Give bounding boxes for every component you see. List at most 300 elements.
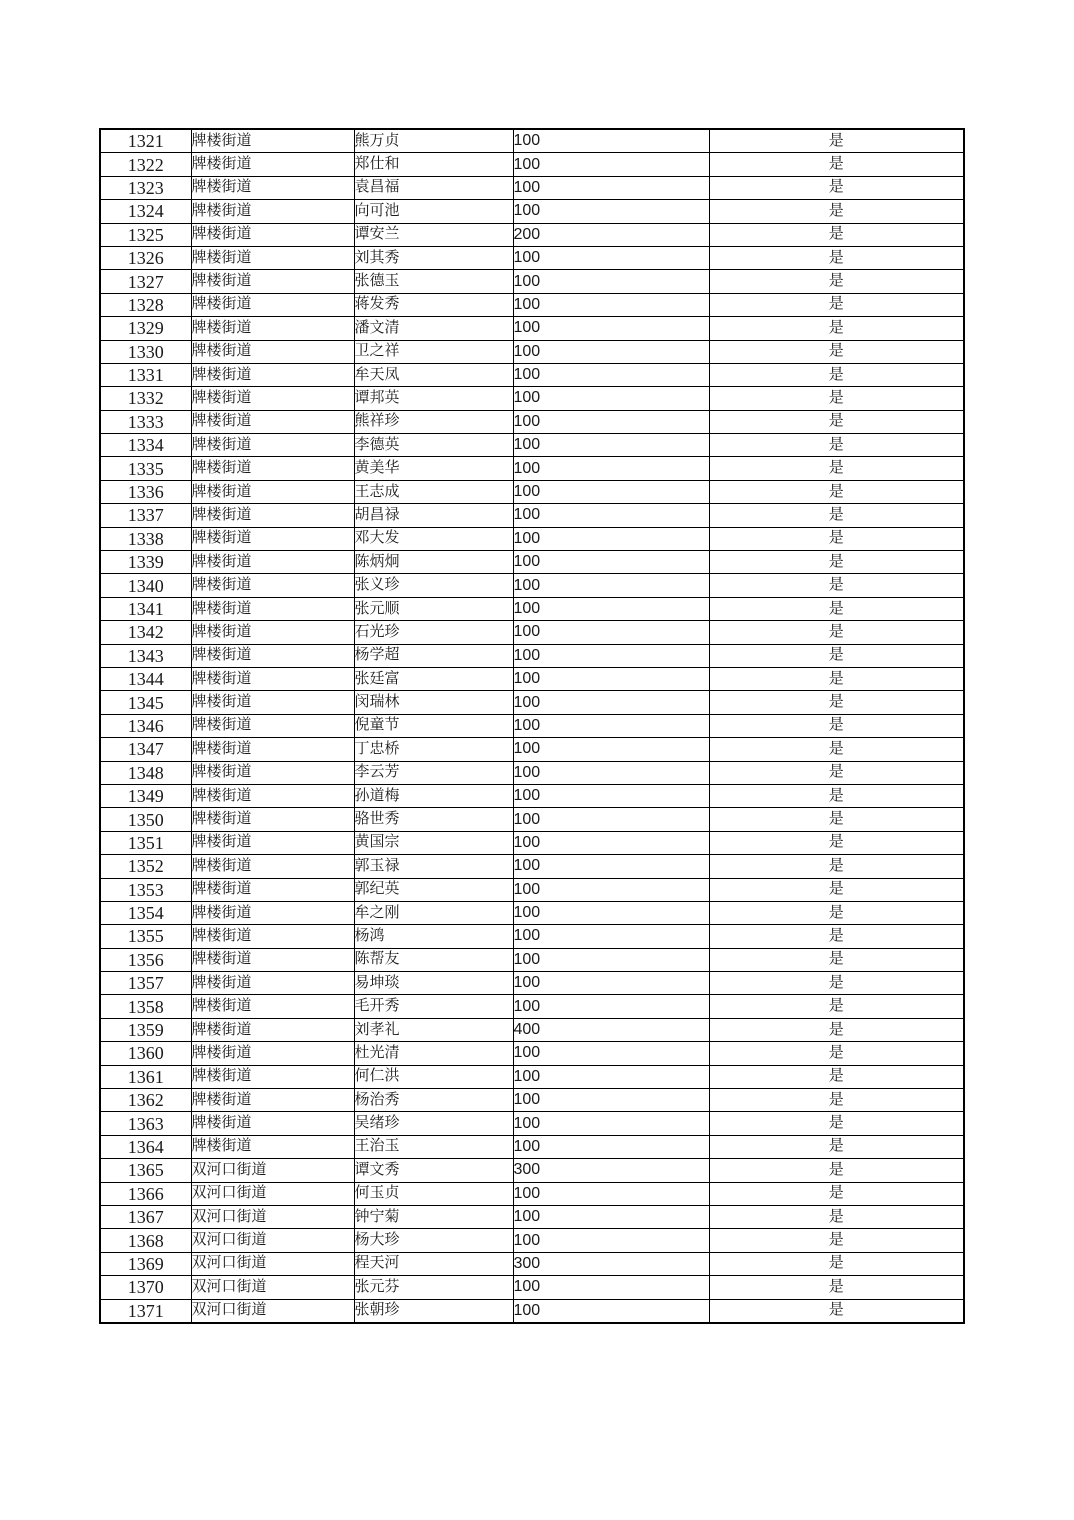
cell-person-name: 何仁洪 xyxy=(354,1065,513,1088)
cell-confirmed-flag: 是 xyxy=(709,808,964,831)
cell-amount: 100 xyxy=(513,714,709,737)
cell-amount: 100 xyxy=(513,176,709,199)
cell-street-name: 牌楼街道 xyxy=(191,200,354,223)
cell-confirmed-flag: 是 xyxy=(709,270,964,293)
cell-amount: 100 xyxy=(513,948,709,971)
cell-row-number: 1335 xyxy=(100,457,191,480)
table-row xyxy=(100,504,964,527)
cell-amount: 100 xyxy=(513,644,709,667)
cell-row-number: 1330 xyxy=(100,340,191,363)
table-row xyxy=(100,176,964,199)
cell-street-name: 牌楼街道 xyxy=(191,363,354,386)
cell-street-name: 双河口街道 xyxy=(191,1205,354,1228)
cell-street-name: 牌楼街道 xyxy=(191,387,354,410)
table-row xyxy=(100,1065,964,1088)
cell-amount: 100 xyxy=(513,808,709,831)
cell-row-number: 1342 xyxy=(100,621,191,644)
cell-person-name: 谭文秀 xyxy=(354,1159,513,1182)
cell-street-name: 牌楼街道 xyxy=(191,153,354,176)
cell-row-number: 1334 xyxy=(100,434,191,457)
cell-person-name: 陈炳炯 xyxy=(354,551,513,574)
cell-person-name: 邓大发 xyxy=(354,527,513,550)
cell-person-name: 倪童节 xyxy=(354,714,513,737)
cell-person-name: 牟之刚 xyxy=(354,901,513,924)
cell-confirmed-flag: 是 xyxy=(709,621,964,644)
cell-amount: 100 xyxy=(513,1229,709,1252)
cell-confirmed-flag: 是 xyxy=(709,223,964,246)
cell-confirmed-flag: 是 xyxy=(709,1065,964,1088)
cell-row-number: 1343 xyxy=(100,644,191,667)
cell-person-name: 熊万贞 xyxy=(354,129,513,153)
cell-person-name: 陈帮友 xyxy=(354,948,513,971)
cell-amount: 100 xyxy=(513,855,709,878)
cell-row-number: 1365 xyxy=(100,1159,191,1182)
cell-row-number: 1361 xyxy=(100,1065,191,1088)
cell-person-name: 谭安兰 xyxy=(354,223,513,246)
table-row xyxy=(100,246,964,269)
cell-confirmed-flag: 是 xyxy=(709,129,964,153)
cell-person-name: 吴绪珍 xyxy=(354,1112,513,1135)
table-row xyxy=(100,597,964,620)
cell-person-name: 谭邦英 xyxy=(354,387,513,410)
cell-amount: 100 xyxy=(513,597,709,620)
table-row xyxy=(100,1182,964,1205)
cell-confirmed-flag: 是 xyxy=(709,200,964,223)
cell-street-name: 牌楼街道 xyxy=(191,1042,354,1065)
cell-street-name: 牌楼街道 xyxy=(191,340,354,363)
cell-street-name: 牌楼街道 xyxy=(191,293,354,316)
cell-person-name: 张义珍 xyxy=(354,574,513,597)
cell-person-name: 潘文清 xyxy=(354,317,513,340)
cell-row-number: 1366 xyxy=(100,1182,191,1205)
cell-confirmed-flag: 是 xyxy=(709,1112,964,1135)
cell-confirmed-flag: 是 xyxy=(709,387,964,410)
table-row xyxy=(100,878,964,901)
table-row xyxy=(100,901,964,924)
cell-confirmed-flag: 是 xyxy=(709,504,964,527)
table-row xyxy=(100,738,964,761)
cell-row-number: 1350 xyxy=(100,808,191,831)
cell-street-name: 牌楼街道 xyxy=(191,784,354,807)
cell-row-number: 1348 xyxy=(100,761,191,784)
table-row xyxy=(100,948,964,971)
cell-person-name: 郭纪英 xyxy=(354,878,513,901)
cell-amount: 100 xyxy=(513,925,709,948)
cell-person-name: 张廷富 xyxy=(354,667,513,690)
cell-street-name: 牌楼街道 xyxy=(191,1089,354,1112)
cell-confirmed-flag: 是 xyxy=(709,878,964,901)
table-row xyxy=(100,317,964,340)
cell-person-name: 黄美华 xyxy=(354,457,513,480)
cell-row-number: 1341 xyxy=(100,597,191,620)
cell-row-number: 1329 xyxy=(100,317,191,340)
cell-confirmed-flag: 是 xyxy=(709,831,964,854)
cell-row-number: 1331 xyxy=(100,363,191,386)
cell-street-name: 牌楼街道 xyxy=(191,925,354,948)
cell-confirmed-flag: 是 xyxy=(709,176,964,199)
cell-amount: 100 xyxy=(513,527,709,550)
table-row xyxy=(100,551,964,574)
cell-street-name: 牌楼街道 xyxy=(191,878,354,901)
cell-person-name: 杨大珍 xyxy=(354,1229,513,1252)
cell-row-number: 1321 xyxy=(100,129,191,153)
cell-person-name: 孙道梅 xyxy=(354,784,513,807)
cell-amount: 100 xyxy=(513,995,709,1018)
cell-street-name: 牌楼街道 xyxy=(191,527,354,550)
cell-confirmed-flag: 是 xyxy=(709,597,964,620)
cell-row-number: 1333 xyxy=(100,410,191,433)
cell-amount: 100 xyxy=(513,1135,709,1158)
table-row xyxy=(100,480,964,503)
cell-amount: 100 xyxy=(513,551,709,574)
cell-street-name: 牌楼街道 xyxy=(191,457,354,480)
table-row xyxy=(100,831,964,854)
cell-amount: 100 xyxy=(513,831,709,854)
cell-row-number: 1351 xyxy=(100,831,191,854)
cell-amount: 100 xyxy=(513,1089,709,1112)
cell-street-name: 牌楼街道 xyxy=(191,246,354,269)
cell-row-number: 1325 xyxy=(100,223,191,246)
cell-amount: 300 xyxy=(513,1252,709,1275)
cell-street-name: 牌楼街道 xyxy=(191,972,354,995)
cell-amount: 400 xyxy=(513,1018,709,1041)
cell-row-number: 1323 xyxy=(100,176,191,199)
table-body xyxy=(100,129,964,1323)
beneficiary-table xyxy=(99,128,965,1324)
cell-person-name: 张元芬 xyxy=(354,1276,513,1299)
table-row xyxy=(100,527,964,550)
table-row xyxy=(100,691,964,714)
cell-street-name: 双河口街道 xyxy=(191,1299,354,1323)
cell-street-name: 双河口街道 xyxy=(191,1182,354,1205)
cell-confirmed-flag: 是 xyxy=(709,1089,964,1112)
cell-row-number: 1322 xyxy=(100,153,191,176)
cell-street-name: 牌楼街道 xyxy=(191,1065,354,1088)
cell-confirmed-flag: 是 xyxy=(709,551,964,574)
table-row xyxy=(100,1042,964,1065)
cell-amount: 100 xyxy=(513,246,709,269)
cell-confirmed-flag: 是 xyxy=(709,340,964,363)
cell-street-name: 牌楼街道 xyxy=(191,1112,354,1135)
cell-confirmed-flag: 是 xyxy=(709,1299,964,1323)
cell-street-name: 牌楼街道 xyxy=(191,270,354,293)
cell-confirmed-flag: 是 xyxy=(709,1229,964,1252)
cell-row-number: 1355 xyxy=(100,925,191,948)
cell-person-name: 胡昌禄 xyxy=(354,504,513,527)
cell-person-name: 杨治秀 xyxy=(354,1089,513,1112)
table-row xyxy=(100,1205,964,1228)
table-row xyxy=(100,1089,964,1112)
cell-confirmed-flag: 是 xyxy=(709,317,964,340)
cell-street-name: 牌楼街道 xyxy=(191,901,354,924)
cell-street-name: 牌楼街道 xyxy=(191,621,354,644)
cell-street-name: 牌楼街道 xyxy=(191,480,354,503)
table-row xyxy=(100,1159,964,1182)
cell-amount: 100 xyxy=(513,317,709,340)
cell-amount: 100 xyxy=(513,761,709,784)
cell-person-name: 袁昌福 xyxy=(354,176,513,199)
table-row xyxy=(100,434,964,457)
cell-confirmed-flag: 是 xyxy=(709,1205,964,1228)
cell-person-name: 丁忠桥 xyxy=(354,738,513,761)
cell-row-number: 1353 xyxy=(100,878,191,901)
cell-row-number: 1326 xyxy=(100,246,191,269)
table-row xyxy=(100,574,964,597)
cell-amount: 100 xyxy=(513,504,709,527)
cell-row-number: 1369 xyxy=(100,1252,191,1275)
table-row xyxy=(100,1229,964,1252)
cell-amount: 100 xyxy=(513,1182,709,1205)
cell-confirmed-flag: 是 xyxy=(709,784,964,807)
cell-row-number: 1360 xyxy=(100,1042,191,1065)
cell-street-name: 牌楼街道 xyxy=(191,808,354,831)
cell-row-number: 1347 xyxy=(100,738,191,761)
cell-street-name: 牌楼街道 xyxy=(191,761,354,784)
cell-confirmed-flag: 是 xyxy=(709,1042,964,1065)
cell-person-name: 王治玉 xyxy=(354,1135,513,1158)
cell-row-number: 1364 xyxy=(100,1135,191,1158)
cell-row-number: 1346 xyxy=(100,714,191,737)
cell-confirmed-flag: 是 xyxy=(709,527,964,550)
table-row xyxy=(100,1018,964,1041)
cell-street-name: 牌楼街道 xyxy=(191,434,354,457)
cell-person-name: 牟天凤 xyxy=(354,363,513,386)
cell-person-name: 卫之祥 xyxy=(354,340,513,363)
cell-person-name: 郭玉禄 xyxy=(354,855,513,878)
cell-row-number: 1367 xyxy=(100,1205,191,1228)
cell-street-name: 牌楼街道 xyxy=(191,831,354,854)
cell-street-name: 牌楼街道 xyxy=(191,644,354,667)
cell-amount: 100 xyxy=(513,387,709,410)
cell-confirmed-flag: 是 xyxy=(709,246,964,269)
cell-confirmed-flag: 是 xyxy=(709,480,964,503)
cell-amount: 100 xyxy=(513,340,709,363)
table-row xyxy=(100,223,964,246)
table-row xyxy=(100,667,964,690)
cell-amount: 100 xyxy=(513,878,709,901)
cell-person-name: 杨鸿 xyxy=(354,925,513,948)
cell-person-name: 向可池 xyxy=(354,200,513,223)
cell-amount: 100 xyxy=(513,1042,709,1065)
cell-amount: 100 xyxy=(513,784,709,807)
cell-confirmed-flag: 是 xyxy=(709,738,964,761)
cell-confirmed-flag: 是 xyxy=(709,1135,964,1158)
cell-amount: 100 xyxy=(513,738,709,761)
cell-person-name: 张德玉 xyxy=(354,270,513,293)
cell-street-name: 牌楼街道 xyxy=(191,1018,354,1041)
cell-confirmed-flag: 是 xyxy=(709,574,964,597)
cell-confirmed-flag: 是 xyxy=(709,761,964,784)
cell-person-name: 李德英 xyxy=(354,434,513,457)
table-row xyxy=(100,340,964,363)
cell-confirmed-flag: 是 xyxy=(709,1159,964,1182)
cell-person-name: 钟宁菊 xyxy=(354,1205,513,1228)
cell-street-name: 牌楼街道 xyxy=(191,738,354,761)
table-row xyxy=(100,808,964,831)
cell-person-name: 何玉贞 xyxy=(354,1182,513,1205)
cell-confirmed-flag: 是 xyxy=(709,1276,964,1299)
cell-person-name: 刘孝礼 xyxy=(354,1018,513,1041)
cell-row-number: 1354 xyxy=(100,901,191,924)
cell-street-name: 牌楼街道 xyxy=(191,176,354,199)
cell-row-number: 1371 xyxy=(100,1299,191,1323)
cell-confirmed-flag: 是 xyxy=(709,855,964,878)
cell-row-number: 1338 xyxy=(100,527,191,550)
cell-row-number: 1345 xyxy=(100,691,191,714)
cell-person-name: 张朝珍 xyxy=(354,1299,513,1323)
cell-row-number: 1362 xyxy=(100,1089,191,1112)
cell-person-name: 熊祥珍 xyxy=(354,410,513,433)
cell-street-name: 牌楼街道 xyxy=(191,317,354,340)
cell-street-name: 牌楼街道 xyxy=(191,667,354,690)
table-row xyxy=(100,200,964,223)
cell-row-number: 1356 xyxy=(100,948,191,971)
cell-street-name: 牌楼街道 xyxy=(191,948,354,971)
cell-amount: 100 xyxy=(513,621,709,644)
cell-amount: 100 xyxy=(513,1276,709,1299)
table-row xyxy=(100,621,964,644)
cell-street-name: 牌楼街道 xyxy=(191,1135,354,1158)
cell-street-name: 牌楼街道 xyxy=(191,574,354,597)
table-row xyxy=(100,1299,964,1323)
cell-amount: 100 xyxy=(513,410,709,433)
cell-row-number: 1344 xyxy=(100,667,191,690)
cell-amount: 100 xyxy=(513,153,709,176)
cell-confirmed-flag: 是 xyxy=(709,410,964,433)
cell-street-name: 牌楼街道 xyxy=(191,714,354,737)
cell-confirmed-flag: 是 xyxy=(709,644,964,667)
cell-person-name: 郑仕和 xyxy=(354,153,513,176)
cell-row-number: 1340 xyxy=(100,574,191,597)
cell-confirmed-flag: 是 xyxy=(709,925,964,948)
cell-amount: 100 xyxy=(513,667,709,690)
cell-amount: 100 xyxy=(513,1299,709,1323)
cell-amount: 100 xyxy=(513,129,709,153)
cell-confirmed-flag: 是 xyxy=(709,1182,964,1205)
table-row xyxy=(100,761,964,784)
table-row xyxy=(100,410,964,433)
cell-street-name: 牌楼街道 xyxy=(191,504,354,527)
cell-confirmed-flag: 是 xyxy=(709,1018,964,1041)
cell-amount: 100 xyxy=(513,901,709,924)
cell-person-name: 闵瑞林 xyxy=(354,691,513,714)
cell-row-number: 1352 xyxy=(100,855,191,878)
cell-row-number: 1327 xyxy=(100,270,191,293)
cell-amount: 100 xyxy=(513,574,709,597)
cell-row-number: 1332 xyxy=(100,387,191,410)
table-row xyxy=(100,784,964,807)
cell-street-name: 双河口街道 xyxy=(191,1252,354,1275)
cell-street-name: 牌楼街道 xyxy=(191,129,354,153)
cell-row-number: 1368 xyxy=(100,1229,191,1252)
table-row xyxy=(100,457,964,480)
cell-person-name: 刘其秀 xyxy=(354,246,513,269)
cell-confirmed-flag: 是 xyxy=(709,667,964,690)
cell-confirmed-flag: 是 xyxy=(709,153,964,176)
table-row xyxy=(100,855,964,878)
cell-person-name: 杨学超 xyxy=(354,644,513,667)
cell-street-name: 牌楼街道 xyxy=(191,597,354,620)
cell-person-name: 石光珍 xyxy=(354,621,513,644)
cell-amount: 100 xyxy=(513,434,709,457)
cell-amount: 100 xyxy=(513,200,709,223)
cell-street-name: 牌楼街道 xyxy=(191,551,354,574)
table-row xyxy=(100,925,964,948)
cell-row-number: 1358 xyxy=(100,995,191,1018)
cell-amount: 100 xyxy=(513,363,709,386)
cell-street-name: 牌楼街道 xyxy=(191,855,354,878)
cell-amount: 100 xyxy=(513,480,709,503)
table-row xyxy=(100,270,964,293)
cell-person-name: 李云芳 xyxy=(354,761,513,784)
cell-person-name: 杜光清 xyxy=(354,1042,513,1065)
table-row xyxy=(100,1276,964,1299)
cell-confirmed-flag: 是 xyxy=(709,293,964,316)
cell-confirmed-flag: 是 xyxy=(709,948,964,971)
cell-amount: 100 xyxy=(513,1065,709,1088)
cell-confirmed-flag: 是 xyxy=(709,691,964,714)
cell-amount: 100 xyxy=(513,1205,709,1228)
cell-amount: 100 xyxy=(513,293,709,316)
cell-person-name: 骆世秀 xyxy=(354,808,513,831)
cell-confirmed-flag: 是 xyxy=(709,363,964,386)
cell-row-number: 1336 xyxy=(100,480,191,503)
cell-street-name: 双河口街道 xyxy=(191,1159,354,1182)
cell-street-name: 双河口街道 xyxy=(191,1229,354,1252)
table-row xyxy=(100,129,964,153)
cell-row-number: 1339 xyxy=(100,551,191,574)
cell-person-name: 黄国宗 xyxy=(354,831,513,854)
table-row xyxy=(100,714,964,737)
cell-street-name: 牌楼街道 xyxy=(191,223,354,246)
cell-person-name: 易坤琰 xyxy=(354,972,513,995)
table-row xyxy=(100,293,964,316)
cell-street-name: 牌楼街道 xyxy=(191,995,354,1018)
cell-confirmed-flag: 是 xyxy=(709,995,964,1018)
cell-confirmed-flag: 是 xyxy=(709,457,964,480)
cell-confirmed-flag: 是 xyxy=(709,434,964,457)
cell-street-name: 牌楼街道 xyxy=(191,691,354,714)
cell-row-number: 1337 xyxy=(100,504,191,527)
cell-confirmed-flag: 是 xyxy=(709,714,964,737)
table-row xyxy=(100,153,964,176)
cell-row-number: 1328 xyxy=(100,293,191,316)
cell-person-name: 蒋发秀 xyxy=(354,293,513,316)
cell-amount: 100 xyxy=(513,691,709,714)
table-row xyxy=(100,1252,964,1275)
cell-amount: 100 xyxy=(513,270,709,293)
cell-person-name: 王志成 xyxy=(354,480,513,503)
cell-amount: 200 xyxy=(513,223,709,246)
table-row xyxy=(100,1135,964,1158)
cell-confirmed-flag: 是 xyxy=(709,972,964,995)
cell-person-name: 张元顺 xyxy=(354,597,513,620)
cell-confirmed-flag: 是 xyxy=(709,1252,964,1275)
cell-amount: 100 xyxy=(513,1112,709,1135)
cell-amount: 100 xyxy=(513,457,709,480)
cell-confirmed-flag: 是 xyxy=(709,901,964,924)
table-row xyxy=(100,995,964,1018)
cell-row-number: 1359 xyxy=(100,1018,191,1041)
table-row xyxy=(100,1112,964,1135)
cell-row-number: 1357 xyxy=(100,972,191,995)
table-row xyxy=(100,363,964,386)
cell-person-name: 程天河 xyxy=(354,1252,513,1275)
table-row xyxy=(100,644,964,667)
cell-row-number: 1324 xyxy=(100,200,191,223)
table-row xyxy=(100,972,964,995)
cell-amount: 100 xyxy=(513,972,709,995)
